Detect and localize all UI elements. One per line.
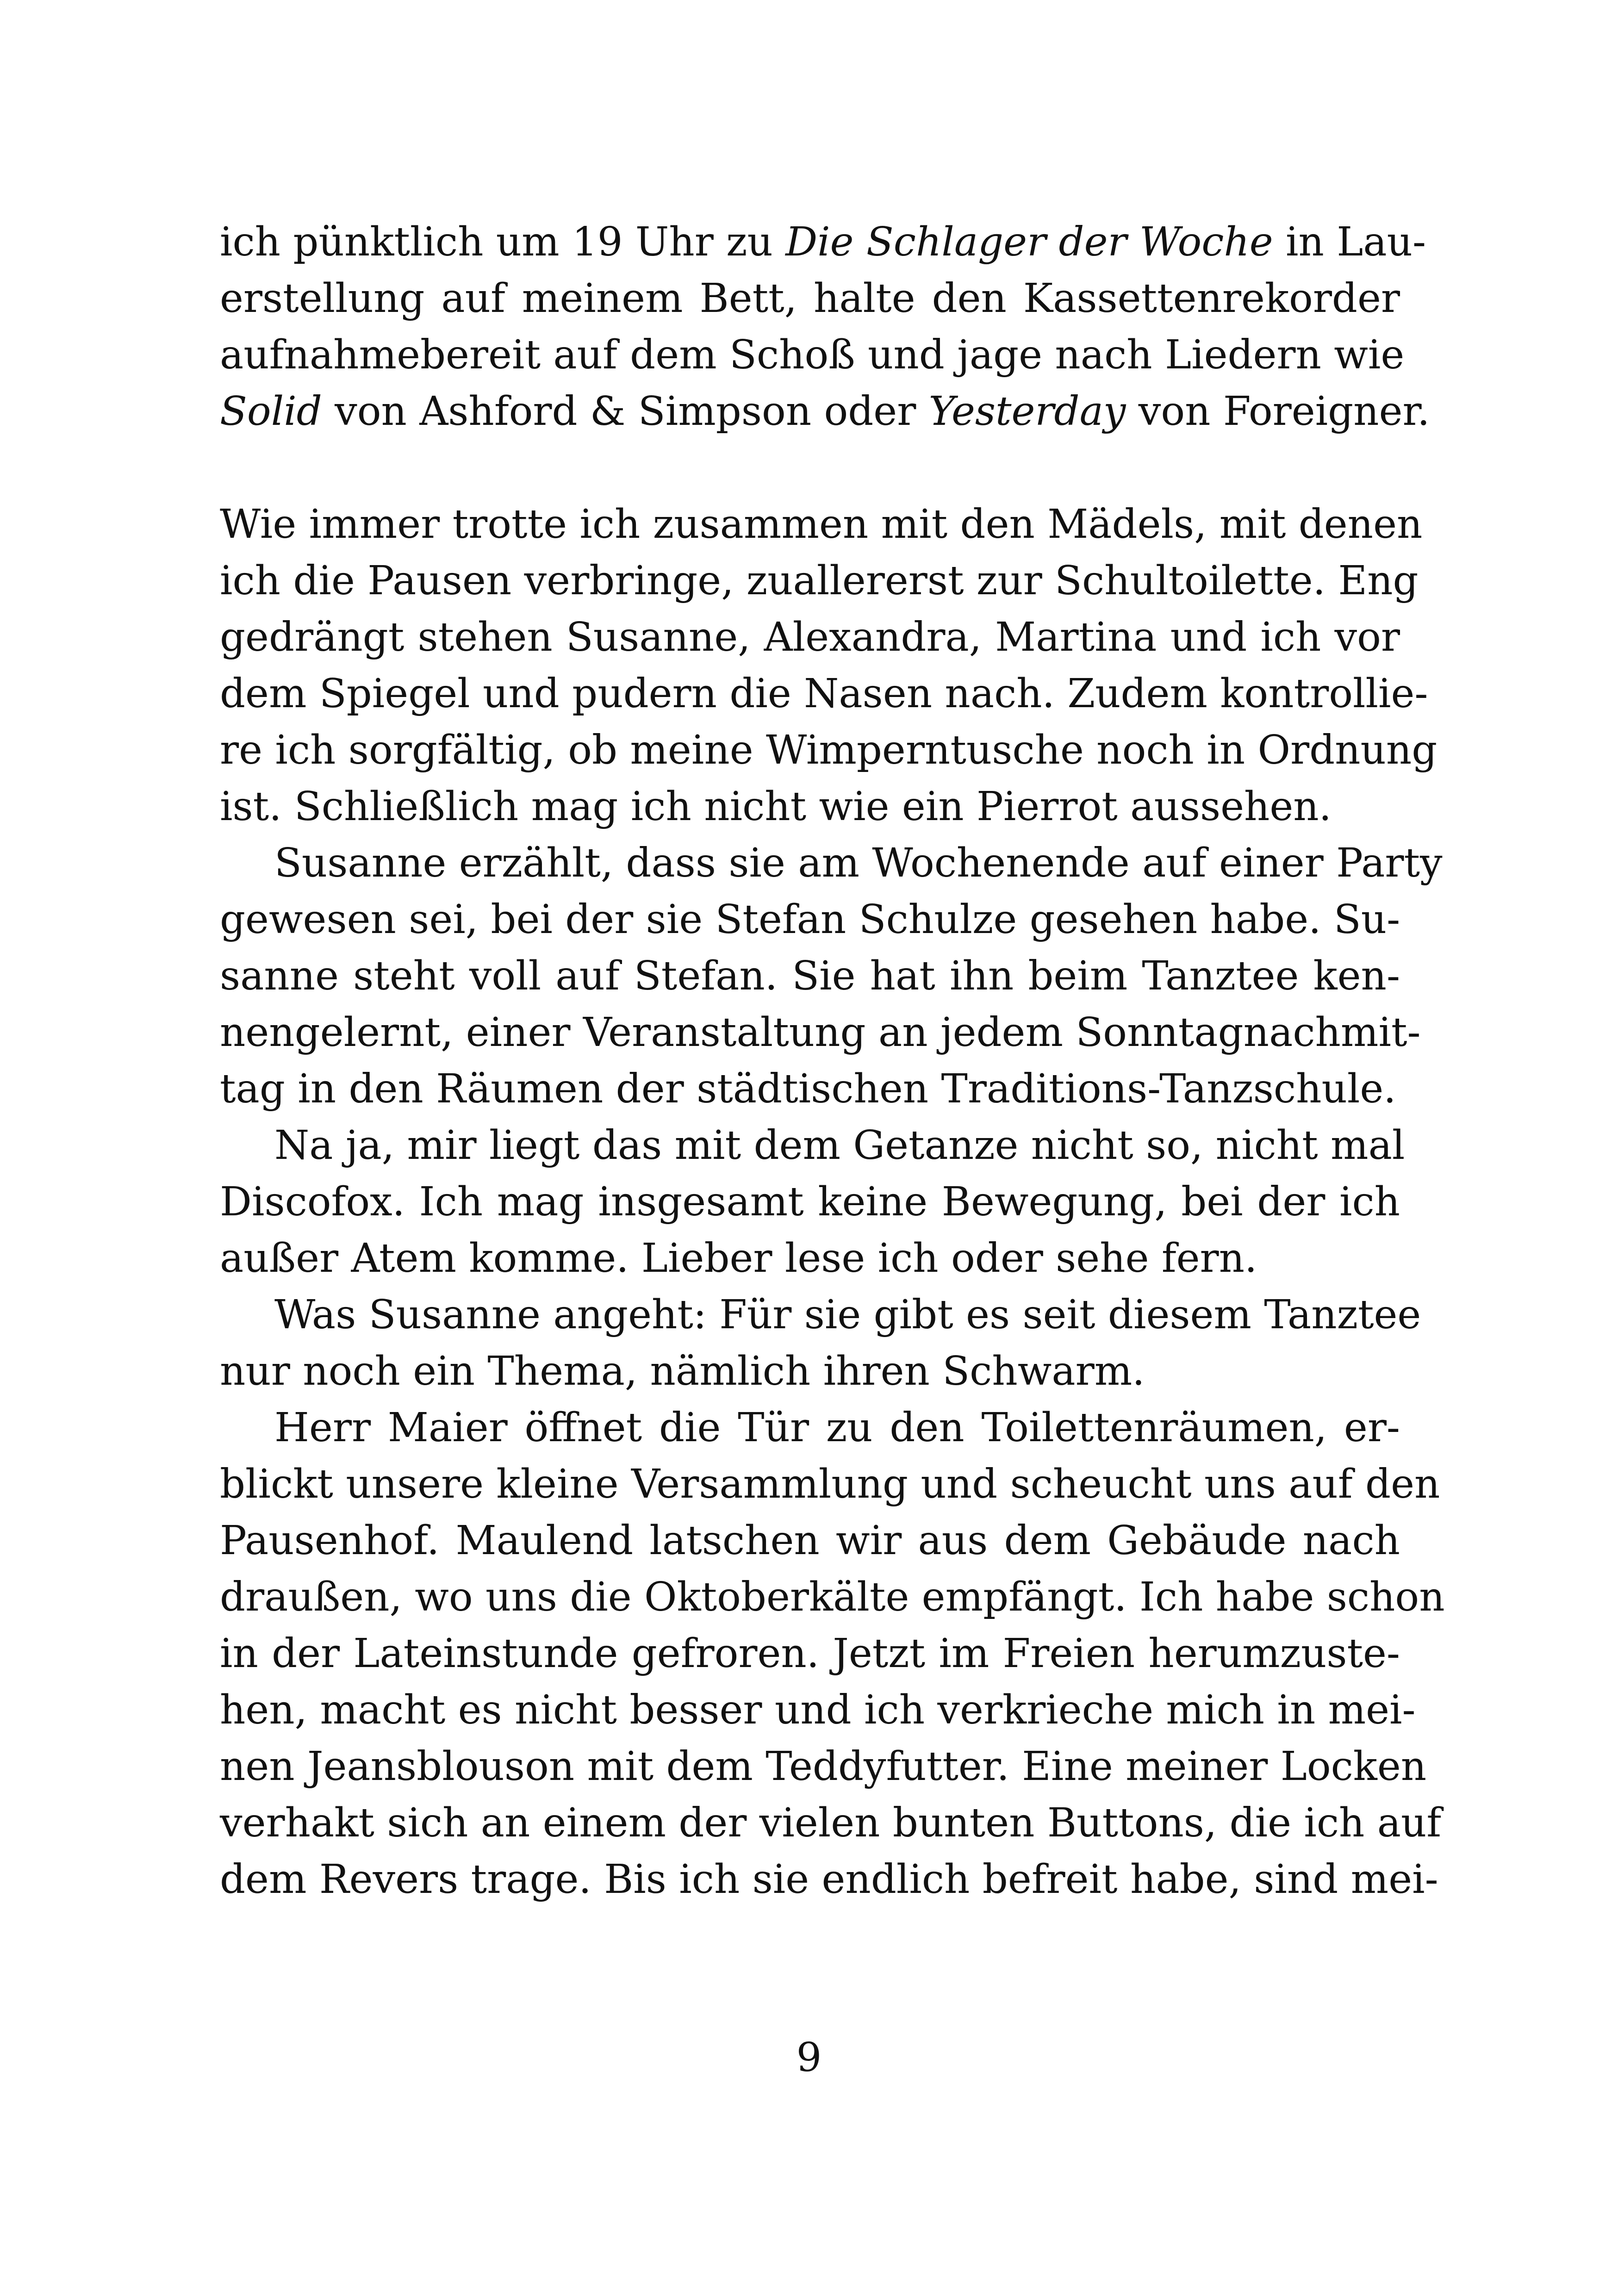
text-line — [220, 778, 1400, 835]
text-run: in der Lateinstunde gefroren. Jetzt im Freien herumzuste- — [220, 1630, 1400, 1677]
text-line — [220, 1795, 1442, 1851]
text-line — [220, 1343, 1400, 1400]
text-line — [220, 496, 1423, 553]
text-line — [220, 1117, 1405, 1174]
text-run: blickt unsere kleine Versammlung und scheucht uns auf den — [220, 1461, 1440, 1507]
paragraph — [220, 214, 1430, 440]
text-line — [220, 1682, 1416, 1738]
text-run: re ich sorgfältig, ob meine Wimperntusche noch in Ordnung — [220, 727, 1438, 773]
paragraph — [220, 496, 1438, 835]
text-run: Wie immer trotte ich zusammen mit den Mädels, mit denen — [220, 501, 1423, 548]
text-run: sanne steht voll auf Stefan. Sie hat ihn beim Tanztee ken- — [220, 953, 1400, 999]
text-run: draußen, wo uns die Oktoberkälte empfängt. Ich habe schon — [220, 1574, 1445, 1620]
text-line — [220, 1456, 1440, 1512]
text-run: aufnahmebereit auf dem Schoß und jage nach Liedern wie — [220, 332, 1405, 378]
paragraph-gap — [220, 440, 1400, 496]
text-line — [220, 1569, 1445, 1625]
text-line — [220, 214, 1426, 270]
text-line — [220, 270, 1400, 327]
paragraph — [220, 835, 1443, 1117]
text-line — [220, 722, 1438, 778]
text-run: nen Jeansblouson mit dem Teddyfutter. Eine meiner Locken — [220, 1743, 1427, 1790]
text-run: erstellung auf meinem Bett, halte den Kassettenrekorder — [220, 275, 1400, 322]
text-run: Herr Maier öffnet die Tür zu den Toilettenräumen, er- — [274, 1405, 1400, 1451]
paragraph — [220, 1287, 1421, 1400]
text-line — [220, 1230, 1400, 1287]
italic-title: Yesterday — [928, 388, 1126, 435]
text-line — [220, 1400, 1400, 1456]
text-run: dem Spiegel und pudern die Nasen nach. Zudem kontrollie- — [220, 671, 1428, 717]
paragraph — [220, 1400, 1445, 1908]
text-line — [220, 835, 1443, 891]
text-run: tag in den Räumen der städtischen Traditions-Tanzschule. — [220, 1066, 1396, 1112]
text-run: Discofox. Ich mag insgesamt keine Bewegung, bei der ich — [220, 1179, 1400, 1225]
text-line — [220, 553, 1419, 609]
text-run: von Ashford & Simpson oder — [322, 388, 929, 435]
text-line — [220, 383, 1430, 440]
text-run: Susanne erzählt, dass sie am Wochenende auf einer Party — [274, 840, 1443, 886]
body-text — [220, 214, 1445, 1908]
text-run: ich die Pausen verbringe, zuallererst zur Schultoilette. Eng — [220, 558, 1419, 604]
italic-title: Die Schlager der Woche — [785, 219, 1273, 265]
text-line — [220, 1738, 1427, 1795]
text-run: gedrängt stehen Susanne, Alexandra, Martina und ich vor — [220, 614, 1400, 660]
text-line — [220, 891, 1400, 948]
text-run: Pausenhof. Maulend latschen wir aus dem Gebäude nach — [220, 1518, 1400, 1564]
text-line — [220, 948, 1400, 1004]
text-run: dem Revers trage. Bis ich sie endlich befreit habe, sind mei- — [220, 1856, 1438, 1903]
text-run: gewesen sei, bei der sie Stefan Schulze gesehen habe. Su- — [220, 896, 1400, 943]
text-run: ist. Schließlich mag ich nicht wie ein Pierrot aussehen. — [220, 784, 1332, 830]
text-line — [220, 1004, 1421, 1061]
italic-title: Solid — [220, 388, 322, 435]
text-line — [220, 609, 1400, 666]
paragraph — [220, 1117, 1405, 1287]
text-run: nengelernt, einer Veranstaltung an jedem Sonntagnachmit- — [220, 1009, 1421, 1056]
text-run: in Lau- — [1273, 219, 1426, 265]
text-line — [220, 666, 1428, 722]
text-run: von Foreigner. — [1126, 388, 1430, 435]
text-line — [220, 1625, 1400, 1682]
text-run: ich pünktlich um 19 Uhr zu — [220, 219, 786, 265]
text-line — [220, 1851, 1438, 1908]
page-number: 9 — [796, 2035, 822, 2081]
text-line — [220, 327, 1405, 383]
text-run: Was Susanne angeht: Für sie gibt es seit diesem Tanztee — [274, 1292, 1421, 1338]
text-run: nur noch ein Thema, nämlich ihren Schwarm. — [220, 1348, 1145, 1394]
text-run: verhakt sich an einem der vielen bunten Buttons, die ich auf — [220, 1800, 1442, 1846]
text-run: hen, macht es nicht besser und ich verkrieche mich in mei- — [220, 1687, 1416, 1733]
text-line — [220, 1174, 1400, 1230]
text-line — [220, 1512, 1400, 1569]
text-run: Na ja, mir liegt das mit dem Getanze nicht so, nicht mal — [274, 1122, 1405, 1169]
text-run: außer Atem komme. Lieber lese ich oder sehe fern. — [220, 1235, 1257, 1282]
text-line — [220, 1287, 1421, 1343]
text-line — [220, 1061, 1400, 1117]
